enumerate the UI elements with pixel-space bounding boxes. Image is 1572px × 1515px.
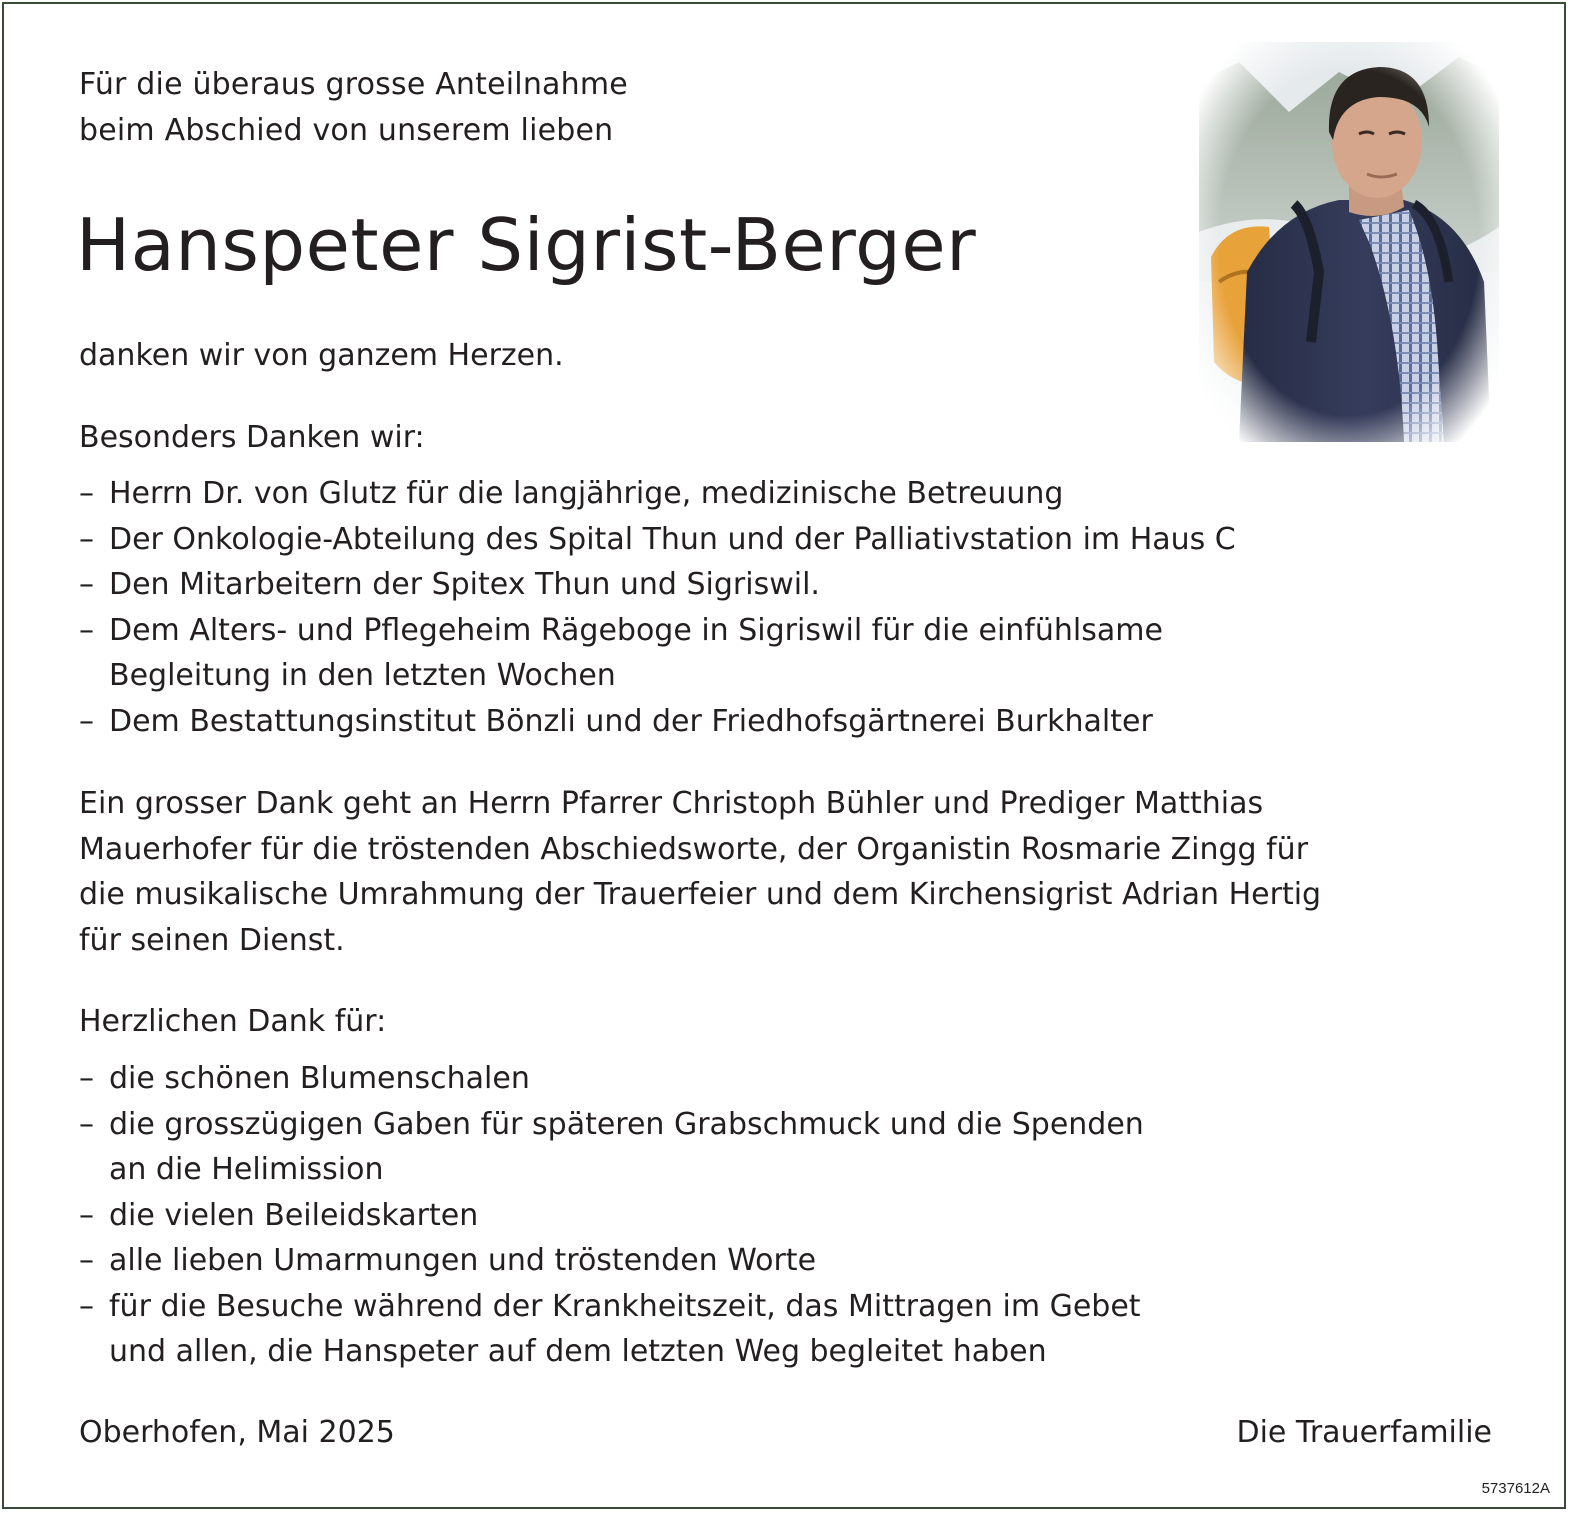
list-item: – Der Onkologie-Abteilung des Spital Thun und der Palliativstation im Haus C — [79, 517, 1236, 563]
list-item: – Dem Bestattungsinstitut Bönzli und der Friedhofsgärtnerei Burkhalter — [79, 699, 1236, 745]
paragraph-line: Ein grosser Dank geht an Herrn Pfarrer Christoph Bühler und Prediger Matthias — [79, 786, 1264, 821]
intro-line-2: beim Abschied von unserem lieben — [79, 113, 614, 148]
deceased-name: Hanspeter Sigrist-Berger — [76, 203, 977, 287]
intro-line-1: Für die überaus grosse Anteilnahme — [79, 67, 628, 102]
list-item: – alle lieben Umarmungen und tröstenden Worte — [79, 1238, 1144, 1284]
list-item: – die grosszügigen Gaben für späteren Grabschmuck und die Spenden an die Helimission — [79, 1102, 1144, 1193]
paragraph-line: Mauerhofer für die tröstenden Abschiedsworte, der Organistin Rosmarie Zingg für — [79, 831, 1309, 867]
list-item: – die vielen Beileidskarten — [79, 1193, 1144, 1239]
paragraph-line: die musikalische Umrahmung der Trauerfeier und dem Kirchensigrist Adrian Hertig — [79, 877, 1322, 912]
signature: Die Trauerfamilie — [1236, 1415, 1492, 1450]
acknowledgement-paragraph — [79, 781, 1321, 963]
heartfelt-thanks-heading: Herzlichen Dank für: — [79, 1004, 387, 1039]
ad-number: 5737612A — [1481, 1480, 1550, 1497]
special-thanks-heading: Besonders Danken wir: — [79, 420, 425, 455]
heartfelt-thanks-list — [79, 1056, 1144, 1375]
special-thanks-list — [79, 471, 1236, 744]
list-item: – für die Besuche während der Krankheitszeit, das Mittragen im Gebet und allen, die Hanspeter auf dem letzten Weg begleitet haben — [79, 1284, 1144, 1375]
list-item: – Dem Alters- und Pflegeheim Rägeboge in Sigriswil für die einfühlsame Begleitung in den letzten Wochen — [79, 608, 1236, 699]
list-item: – die schönen Blumenschalen — [79, 1056, 1144, 1102]
place-date: Oberhofen, Mai 2025 — [79, 1415, 395, 1450]
list-item: – Den Mitarbeitern der Spitex Thun und Sigriswil. — [79, 562, 1236, 608]
notice-content — [4, 4, 1564, 1507]
notice-frame — [2, 2, 1566, 1509]
intro-text — [79, 62, 1079, 154]
paragraph-line: für seinen Dienst. — [79, 922, 345, 958]
portrait-photo — [1199, 42, 1499, 442]
thanks-line: danken wir von ganzem Herzen. — [79, 338, 564, 373]
list-item: – Herrn Dr. von Glutz für die langjährige, medizinische Betreuung — [79, 471, 1236, 517]
